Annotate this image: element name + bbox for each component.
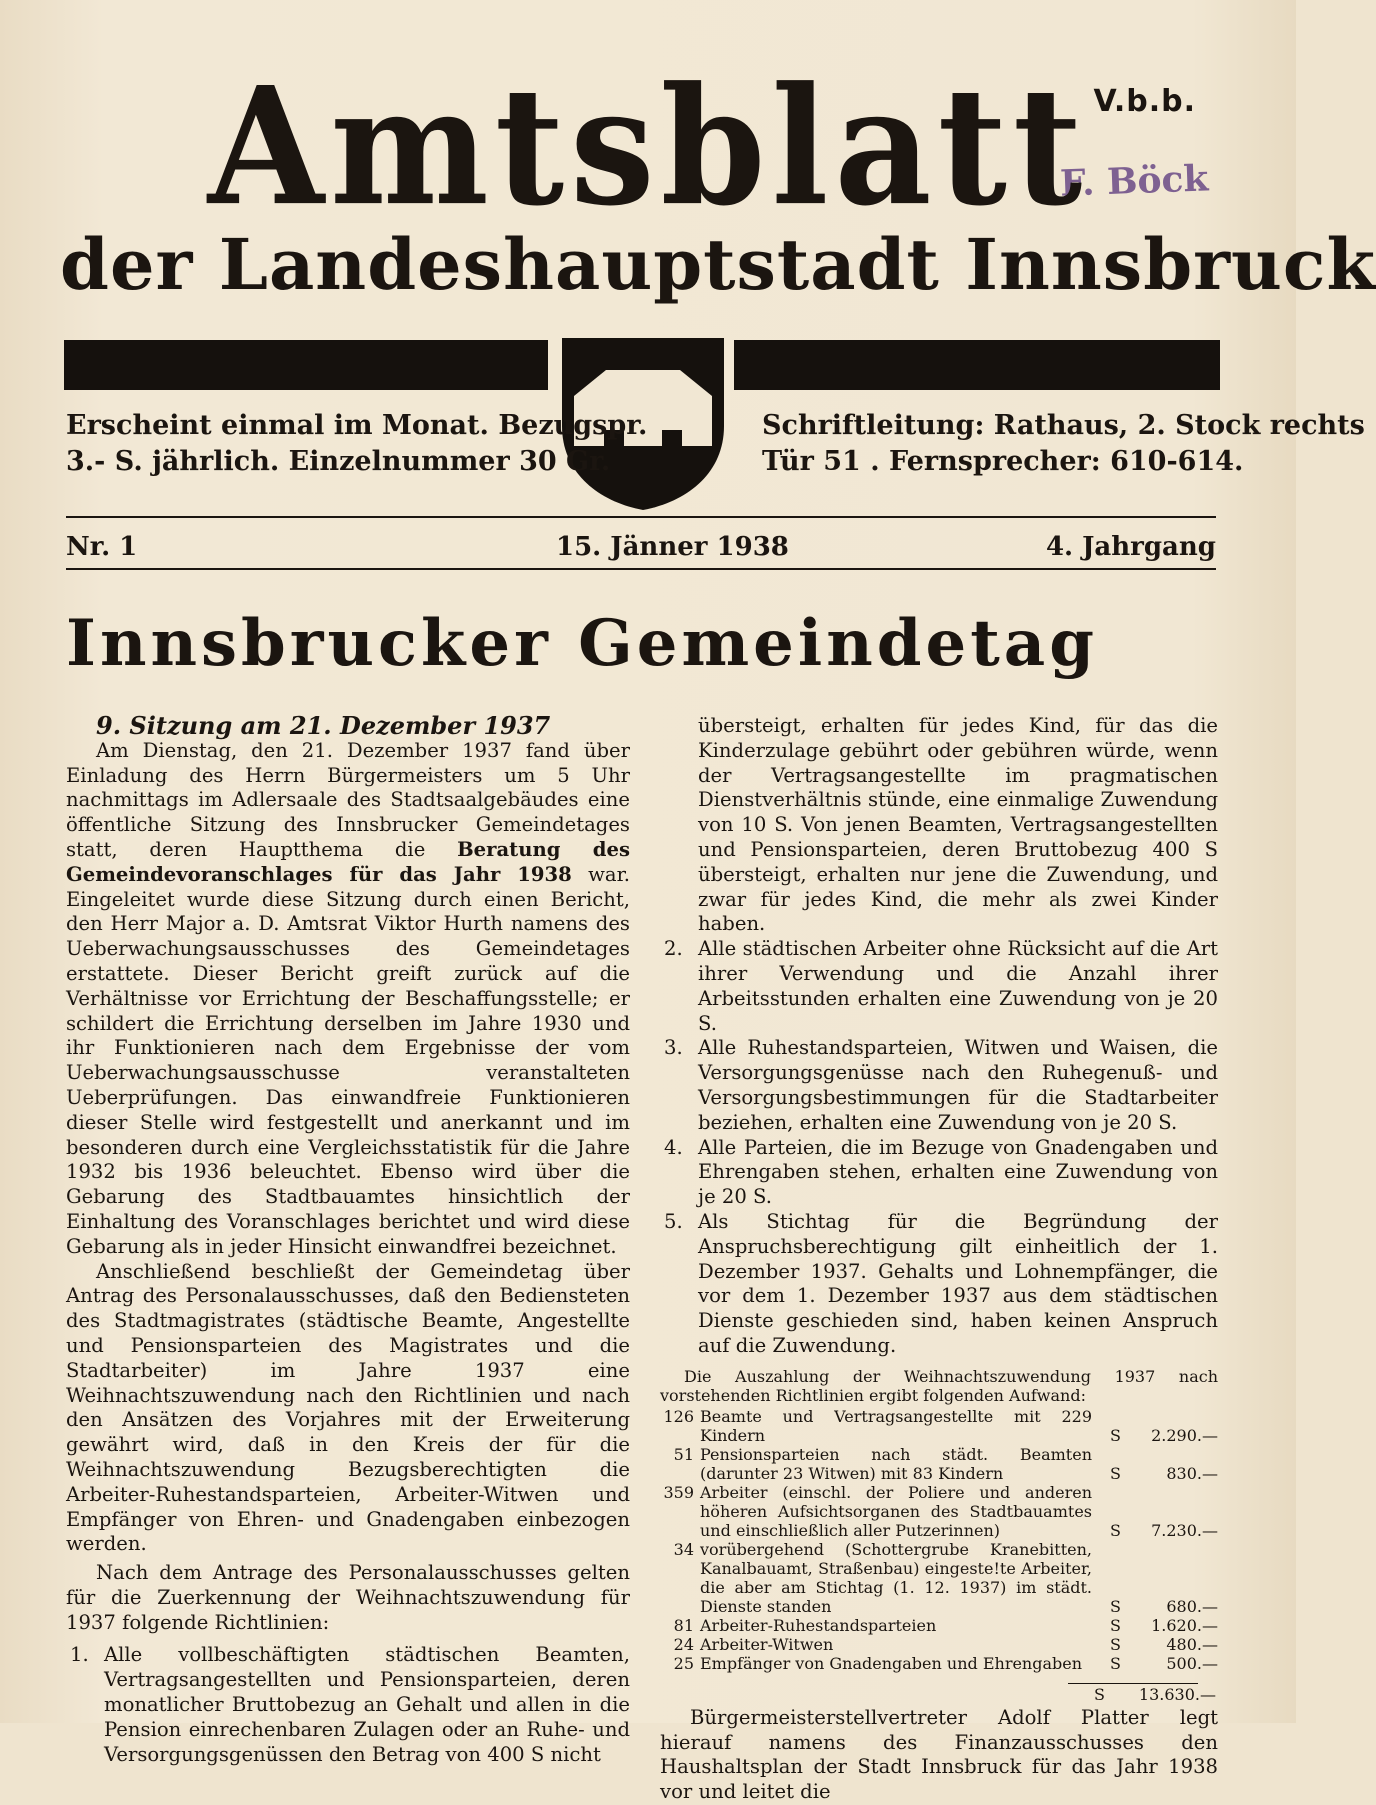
issue-volume: 4. Jahrgang (1045, 532, 1216, 562)
editorial-line-1: Schriftleitung: Rathaus, 2. Stock rechts (762, 410, 1365, 441)
paragraph-3: Nach dem Antrage des Personalausschusses gelten für die Zuerkennung der Weihnachtszuwendung für 1937 folgende Richtlinien: (66, 1561, 630, 1634)
section-title: 9. Sitzung am 21. Dezember 1937 (96, 711, 551, 740)
cost-table-intro: Die Auszahlung der Weihnachtszuwendung 1937 nach vorstehenden Richtlinien ergibt folgenden Aufwand: (660, 1366, 1218, 1405)
subscription-line-2: 3.- S. jährlich. Einzelnummer 30 Gr. (66, 446, 611, 478)
table-row: 359 Arbeiter (einschl. der Poliere und anderen höheren Aufsichtsorganen des Stadtbauamtes und einschließlich aller Putzerinnen) S 7.230.— (663, 1482, 1218, 1540)
list-item: 3. Alle Ruhestandsparteien, Witwen und Waisen, die Versorgungsgenüsse nach den Ruhegenuß- und Versorgungsbestimmungen für die Stadtarbeiter beziehen, erhalten eine Zuwendung von je 20 S. (664, 1036, 1218, 1134)
article-column-right (660, 714, 1218, 1805)
closing-paragraph: Bürgermeisterstellvertreter Adolf Platter legt hierauf namens des Finanzausschusses den Haushaltsplan der Stadt Innsbruck für das Jahr 1938 vor und leitet die (660, 1705, 1218, 1804)
page-headline: Innsbrucker Gemeindetag (66, 606, 1098, 681)
paragraph-2: Anschließend beschließt der Gemeindetag über Antrag des Personalausschusses, daß den Bediensteten des Stadtmagistrates (städtische Beamte, Angestellte und Pensionsparteien des Magistrates und die Stadtarbeiter) im Jahre 1937 eine Weihnachtszuwendung nach den Richtlinien und nach den Ansätzen des Vorjahres mit der Erweiterung gewährt wird, daß in den Kreis der für die Weihnachtszuwendung Bezugsberechtigten die Arbeiter-Ruhestandsparteien, Arbeiter-Witwen und Empfänger von Ehren- und Gnadengaben einbezogen werden. (66, 1259, 630, 1556)
masthead-title: Amtsblatt (207, 51, 1089, 243)
issue-date: 15. Jänner 1938 (556, 532, 789, 562)
masthead-subtitle: der Landeshauptstadt Innsbruck (60, 223, 1376, 306)
subscription-info (66, 408, 647, 481)
paragraph-1: Am Dienstag, den 21. Dezember 1937 fand über Einladung des Herrn Bürgermeisters um 5 Uhr nachmittags im Adlersaale des Stadtsaalgebäudes eine öffentliche Sitzung des Innsbrucker Gemeindetages statt, deren Hauptthema die Beratung des Gemeindevoranschlages für das Jahr 1938 war. Eingeleitet wurde diese Sitzung durch einen Bericht, den Herr Major a. D. Amtsrat Viktor Hurth namens des Ueberwachungsausschusses des Gemeindetages erstattete. Dieser Bericht greift zurück auf die Verhältnisse vor Errichtung der Beschaffungsstelle; er schildert die Errichtung derselben im Jahre 1930 und ihr Funktionieren nach dem Ergebnisse der vom Ueberwachungsausschusse veranstalteten Ueberprüfungen. Das einwandfreie Funktionieren dieser Stelle wird festgestellt und anerkannt und im besonderen durch eine Vergleichsstatistik für die Jahre 1932 bis 1936 beleuchtet. Ebenso wird über die Gebarung des Stadtbauamtes hinsichtlich der Einhaltung des Voranschlages berichtet und wird diese Gebarung als in jeder Hinsicht einwandfrei bezeichnet. (66, 738, 631, 1258)
issue-rule-bottom (66, 568, 1216, 570)
postal-mark: V.b.b. (1093, 84, 1196, 119)
table-row: 51 Pensionsparteien nach städt. Beamten (darunter 23 Witwen) mit 83 Kindern S 830.— (673, 1444, 1218, 1483)
table-row: 81 Arbeiter-Ruhestandsparteien S 1.620.— (673, 1615, 1218, 1635)
list-item: 4. Alle Parteien, die im Bezuge von Gnadengaben und Ehrengaben stehen, erhalten eine Zuwendung von je 20 S. (664, 1135, 1218, 1209)
issue-number: Nr. 1 (66, 532, 138, 562)
list-item-1-start: 1. Alle vollbeschäftigten städtischen Beamten, Vertragsangestellten und Pensionsparteien, deren monatlicher Bruttobezug an Gehalt und allen in die Pension einrechenbaren Zulagen oder an Ruhe- und Versorgungsgenüssen den Betrag von 400 S nicht (70, 1643, 630, 1766)
table-row: 25 Empfänger von Gnadengaben und Ehrengaben S 500.— (673, 1653, 1218, 1673)
table-row: 126 Beamte und Vertragsangestellte mit 229 Kindern S 2.290.— (663, 1406, 1218, 1445)
table-row: 24 Arbeiter-Witwen S 480.— (673, 1634, 1218, 1654)
subscription-line-1: Erscheint einmal im Monat. Bezugspr. (66, 410, 648, 441)
masthead-bar-left (64, 340, 548, 390)
editorial-office-info (762, 408, 1365, 481)
owner-stamp: F. Böck (1059, 157, 1210, 205)
table-row: 34 vorübergehend (Schottergrube Kranebitten, Kanalbauamt, Straßenbau) eingeste!te Arbeiter, die aber am Stichtag (1. 12. 1937) im städt. Dienste standen S 680.— (673, 1539, 1218, 1616)
issue-rule-top (66, 516, 1216, 518)
masthead-bar-right (734, 340, 1220, 390)
list-item: 2. Alle städtischen Arbeiter ohne Rücksicht auf die Art ihrer Verwendung und die Anzahl ihrer Arbeitsstunden erhalten eine Zuwendung von je 20 S. (664, 937, 1218, 1035)
list-item-1-continued: übersteigt, erhalten für jedes Kind, für das die Kinderzulage gebührt oder gebühren würde, wenn der Vertragsangestellte im pragmatischen Dienstverhältnis stünde, eine einmalige Zuwendung von 10 S. Von jenen Beamten, Vertragsangestellten und Pensionsparteien, deren Bruttobezug 400 S übersteigt, erhalten nur jene die Zuwendung, und zwar für jedes Kind, die mehr als zwei Kinder haben. (698, 714, 1218, 936)
editorial-line-2: Tür 51 . Fernsprecher: 610-614. (762, 446, 1244, 478)
cost-table (660, 1407, 1218, 1673)
list-item: 5. Als Stichtag für die Begründung der Anspruchsberechtigung gilt einheitlich der 1. Dezember 1937. Gehalts und Lohnempfänger, die vor dem 1. Dezember 1937 aus dem städtischen Dienste geschieden sind, haben keinen Anspruch auf die Zuwendung. (664, 1209, 1218, 1357)
article-column-left (66, 711, 631, 1767)
cost-total: S 13.630.— (1094, 1684, 1216, 1704)
